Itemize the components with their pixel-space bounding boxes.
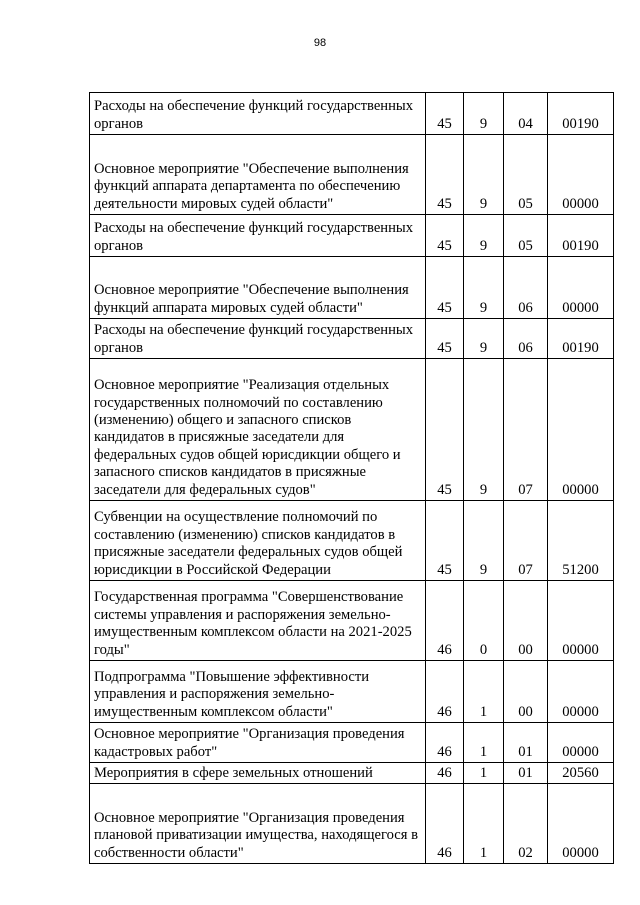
event-code-cell: 05 xyxy=(504,135,548,215)
event-code-cell: 06 xyxy=(504,319,548,359)
direction-code-cell: 51200 xyxy=(548,501,614,581)
row-name-cell: Мероприятия в сфере земельных отношений xyxy=(90,763,426,784)
row-name-cell: Расходы на обеспечение функций государственных органов xyxy=(90,319,426,359)
subprogram-code-cell: 9 xyxy=(464,319,504,359)
table-row xyxy=(90,257,614,319)
direction-code-cell: 00000 xyxy=(548,784,614,864)
table-row xyxy=(90,319,614,359)
program-code-cell: 46 xyxy=(426,763,464,784)
subprogram-code-cell: 9 xyxy=(464,501,504,581)
row-name-cell: Расходы на обеспечение функций государственных органов xyxy=(90,93,426,135)
subprogram-code-cell: 9 xyxy=(464,257,504,319)
direction-code-cell: 00000 xyxy=(548,359,614,501)
direction-code-cell: 00000 xyxy=(548,661,614,723)
event-code-cell: 07 xyxy=(504,359,548,501)
row-name-cell: Государственная программа "Совершенствование системы управления и распоряжения земельно-имущественным комплексом области на 2021-2025 годы" xyxy=(90,581,426,661)
subprogram-code-cell: 9 xyxy=(464,215,504,257)
direction-code-cell: 00190 xyxy=(548,319,614,359)
subprogram-code-cell: 1 xyxy=(464,763,504,784)
row-name-cell: Основное мероприятие "Обеспечение выполнения функций аппарата департамента по обеспечению деятельности мировых судей области" xyxy=(90,135,426,215)
direction-code-cell: 00190 xyxy=(548,93,614,135)
event-code-cell: 04 xyxy=(504,93,548,135)
table-row xyxy=(90,661,614,723)
direction-code-cell: 00000 xyxy=(548,581,614,661)
subprogram-code-cell: 0 xyxy=(464,581,504,661)
program-code-cell: 46 xyxy=(426,661,464,723)
row-name-cell: Расходы на обеспечение функций государственных органов xyxy=(90,215,426,257)
program-code-cell: 45 xyxy=(426,93,464,135)
program-code-cell: 45 xyxy=(426,319,464,359)
page-number: 98 xyxy=(313,37,327,49)
table-row xyxy=(90,723,614,763)
program-code-cell: 46 xyxy=(426,784,464,864)
program-code-cell: 46 xyxy=(426,723,464,763)
program-code-cell: 45 xyxy=(426,257,464,319)
row-name-cell: Субвенции на осуществление полномочий по составлению (изменению) списков кандидатов в присяжные заседатели федеральных судов общей юрисдикции в Российской Федерации xyxy=(90,501,426,581)
direction-code-cell: 00000 xyxy=(548,257,614,319)
table-row xyxy=(90,93,614,135)
table-row xyxy=(90,359,614,501)
event-code-cell: 05 xyxy=(504,215,548,257)
program-code-cell: 45 xyxy=(426,135,464,215)
program-code-cell: 45 xyxy=(426,501,464,581)
event-code-cell: 07 xyxy=(504,501,548,581)
table-row xyxy=(90,784,614,864)
event-code-cell: 00 xyxy=(504,581,548,661)
event-code-cell: 01 xyxy=(504,763,548,784)
table-row xyxy=(90,763,614,784)
table-row xyxy=(90,501,614,581)
direction-code-cell: 00000 xyxy=(548,723,614,763)
row-name-cell: Основное мероприятие "Обеспечение выполнения функций аппарата мировых судей области" xyxy=(90,257,426,319)
event-code-cell: 02 xyxy=(504,784,548,864)
row-name-cell: Подпрограмма "Повышение эффективности управления и распоряжения земельно-имущественным комплексом области" xyxy=(90,661,426,723)
table-row xyxy=(90,581,614,661)
subprogram-code-cell: 1 xyxy=(464,784,504,864)
subprogram-code-cell: 1 xyxy=(464,661,504,723)
direction-code-cell: 00190 xyxy=(548,215,614,257)
event-code-cell: 00 xyxy=(504,661,548,723)
table-row xyxy=(90,135,614,215)
program-code-cell: 46 xyxy=(426,581,464,661)
row-name-cell: Основное мероприятие "Реализация отдельных государственных полномочий по составлению (изменению) общего и запасного списков кандидатов в присяжные заседатели для федеральных судов общей юрисдикции общего и запасного списков кандидатов в присяжные заседатели для федеральных судов" xyxy=(90,359,426,501)
row-name-cell: Основное мероприятие "Организация проведения плановой приватизации имущества, находящегося в собственности области" xyxy=(90,784,426,864)
subprogram-code-cell: 9 xyxy=(464,135,504,215)
direction-code-cell: 20560 xyxy=(548,763,614,784)
budget-classification-table xyxy=(89,92,614,864)
table-body xyxy=(90,93,614,864)
subprogram-code-cell: 9 xyxy=(464,93,504,135)
event-code-cell: 06 xyxy=(504,257,548,319)
table-row xyxy=(90,215,614,257)
direction-code-cell: 00000 xyxy=(548,135,614,215)
row-name-cell: Основное мероприятие "Организация проведения кадастровых работ" xyxy=(90,723,426,763)
event-code-cell: 01 xyxy=(504,723,548,763)
subprogram-code-cell: 9 xyxy=(464,359,504,501)
subprogram-code-cell: 1 xyxy=(464,723,504,763)
program-code-cell: 45 xyxy=(426,359,464,501)
program-code-cell: 45 xyxy=(426,215,464,257)
